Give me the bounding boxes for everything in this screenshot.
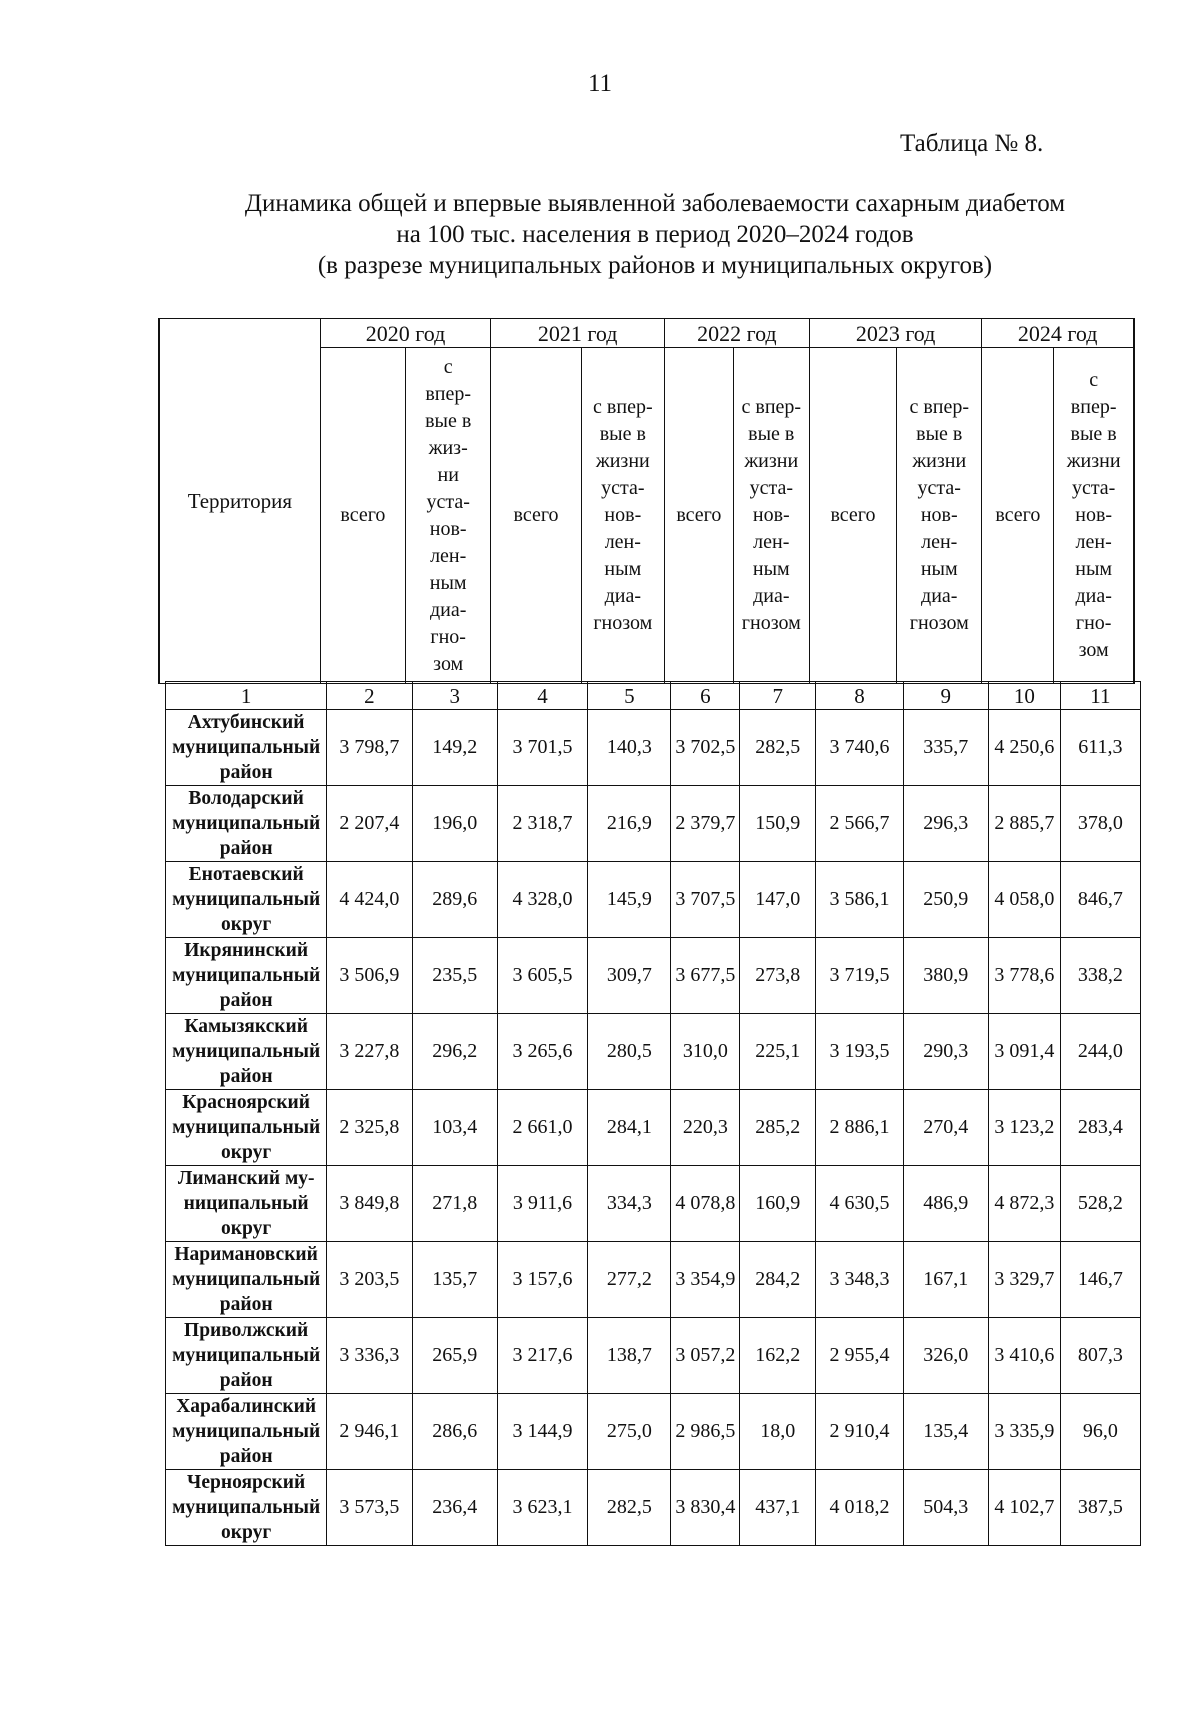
cell-new: 380,9: [903, 938, 988, 1014]
column-number: 10: [988, 682, 1060, 710]
header-new-line: с впер-: [909, 396, 970, 418]
table-header: [158, 318, 1135, 684]
header-new-line: вые в: [748, 423, 795, 445]
territory-name: [166, 1318, 327, 1394]
territory-name-line: округ: [221, 1142, 272, 1163]
header-new-line: лен-: [1075, 531, 1112, 553]
territory-name-line: Икрянинский: [184, 940, 309, 961]
cell-total: 2 885,7: [988, 786, 1060, 862]
cell-new: 309,7: [588, 938, 671, 1014]
cell-total: 3 410,6: [988, 1318, 1060, 1394]
cell-new: 486,9: [903, 1166, 988, 1242]
cell-total: 3 193,5: [816, 1014, 903, 1090]
header-year-2021: 2021 год: [491, 319, 665, 348]
title-line: на 100 тыс. населения в период 2020–2024 годов: [396, 221, 914, 248]
territory-name-line: муниципальный: [172, 1041, 321, 1062]
cell-total: 4 058,0: [988, 862, 1060, 938]
header-new-line: жизни: [744, 450, 799, 472]
cell-total: 3 348,3: [816, 1242, 903, 1318]
header-new-line: лен-: [604, 531, 641, 553]
header-new-line: вые в: [916, 423, 963, 445]
header-year-2022: 2022 год: [664, 319, 809, 348]
territory-name: [166, 862, 327, 938]
cell-total: 3 057,2: [671, 1318, 740, 1394]
header-total: всего: [982, 348, 1054, 684]
title-line: (в разрезе муниципальных районов и муниципальных округов): [317, 252, 993, 279]
header-new-line: впер-: [1070, 396, 1117, 418]
cell-new: 138,7: [588, 1318, 671, 1394]
territory-name-line: Енотаевский: [188, 864, 304, 885]
column-number: 7: [740, 682, 816, 710]
cell-new: 334,3: [588, 1166, 671, 1242]
column-number: 5: [588, 682, 671, 710]
table-row: [166, 1394, 1141, 1470]
cell-new: 273,8: [740, 938, 816, 1014]
header-new-line: уста-: [426, 490, 470, 513]
cell-total: 3 265,6: [497, 1014, 587, 1090]
header-new-line: ным: [1075, 558, 1113, 580]
cell-new: 146,7: [1060, 1242, 1140, 1318]
header-new-line: впер-: [425, 382, 472, 405]
cell-new: 611,3: [1060, 710, 1140, 786]
cell-new: 196,0: [412, 786, 497, 862]
cell-new: 285,2: [740, 1090, 816, 1166]
territory-name: [166, 1242, 327, 1318]
cell-total: 2 325,8: [327, 1090, 412, 1166]
column-number: 4: [497, 682, 587, 710]
header-new-line: ным: [920, 558, 958, 580]
cell-total: 3 798,7: [327, 710, 412, 786]
cell-total: 2 661,0: [497, 1090, 587, 1166]
territory-name-line: Лиманский му-: [177, 1168, 315, 1189]
cell-new: 528,2: [1060, 1166, 1140, 1242]
cell-total: 3 144,9: [497, 1394, 587, 1470]
cell-new: 250,9: [903, 862, 988, 938]
cell-new: 235,5: [412, 938, 497, 1014]
cell-total: 3 354,9: [671, 1242, 740, 1318]
cell-new: 216,9: [588, 786, 671, 862]
table-row: [166, 862, 1141, 938]
header-new: [581, 348, 664, 684]
cell-total: 3 586,1: [816, 862, 903, 938]
column-number: 3: [412, 682, 497, 710]
territory-name-line: муниципальный: [172, 965, 321, 986]
cell-total: 3 335,9: [988, 1394, 1060, 1470]
cell-total: 2 986,5: [671, 1394, 740, 1470]
cell-total: 3 329,7: [988, 1242, 1060, 1318]
column-number: 2: [327, 682, 412, 710]
header-new-line: диа-: [753, 585, 790, 607]
territory-name-line: Черноярский: [187, 1472, 306, 1493]
cell-new: 387,5: [1060, 1470, 1140, 1546]
territory-name-line: муниципальный: [172, 737, 321, 758]
cell-total: 3 573,5: [327, 1470, 412, 1546]
cell-new: 437,1: [740, 1470, 816, 1546]
data-body: [166, 682, 1141, 1546]
cell-new: 135,4: [903, 1394, 988, 1470]
header-new-line: жиз-: [428, 436, 468, 459]
header-new-line: с: [443, 355, 453, 378]
header-new-line: лен-: [430, 544, 467, 567]
cell-total: 3 091,4: [988, 1014, 1060, 1090]
table-row: [166, 1318, 1141, 1394]
table-row: [166, 1470, 1141, 1546]
table-title: [100, 188, 1200, 281]
territory-name-line: ниципальный: [183, 1193, 309, 1214]
header-new-line: диа-: [1075, 585, 1112, 607]
cell-total: 3 701,5: [497, 710, 587, 786]
cell-new: 338,2: [1060, 938, 1140, 1014]
cell-total: 3 157,6: [497, 1242, 587, 1318]
cell-new: 504,3: [903, 1470, 988, 1546]
territory-name-line: Наримановский: [174, 1244, 318, 1265]
cell-total: 4 328,0: [497, 862, 587, 938]
header-total: всего: [809, 348, 896, 684]
header-new-line: зом: [433, 652, 464, 675]
territory-name-line: муниципальный: [172, 1345, 321, 1366]
table-row: [166, 786, 1141, 862]
cell-new: 244,0: [1060, 1014, 1140, 1090]
data-table: [165, 681, 1141, 1546]
cell-total: 4 424,0: [327, 862, 412, 938]
header-territory: Территория: [159, 319, 320, 684]
territory-name-line: район: [219, 1370, 273, 1391]
header-new-line: гнозом: [741, 612, 801, 634]
cell-new: 225,1: [740, 1014, 816, 1090]
territory-name: [166, 938, 327, 1014]
column-number: 8: [816, 682, 903, 710]
cell-new: 286,6: [412, 1394, 497, 1470]
header-new-line: лен-: [753, 531, 790, 553]
title-line: Динамика общей и впервые выявленной заболеваемости сахарным диабетом: [244, 190, 1066, 217]
cell-new: 296,2: [412, 1014, 497, 1090]
header-new-line: гнозом: [593, 612, 653, 634]
header-new-line: уста-: [1071, 477, 1116, 499]
page-number: 11: [587, 70, 613, 97]
cell-new: 162,2: [740, 1318, 816, 1394]
cell-total: 4 630,5: [816, 1166, 903, 1242]
cell-total: 220,3: [671, 1090, 740, 1166]
cell-new: 150,9: [740, 786, 816, 862]
table-label: Таблица № 8.: [900, 130, 1044, 157]
cell-new: 275,0: [588, 1394, 671, 1470]
territory-name-line: муниципальный: [172, 1497, 321, 1518]
territory-name: [166, 1166, 327, 1242]
header-new-line: гно-: [430, 625, 466, 648]
territory-name-line: муниципальный: [172, 1269, 321, 1290]
table-row: [166, 1014, 1141, 1090]
cell-new: 265,9: [412, 1318, 497, 1394]
cell-new: 296,3: [903, 786, 988, 862]
territory-name: [166, 1394, 327, 1470]
cell-new: 277,2: [588, 1242, 671, 1318]
header-new-line: нов-: [920, 504, 958, 526]
header-new-line: жизни: [1066, 450, 1121, 472]
cell-new: 145,9: [588, 862, 671, 938]
cell-new: 135,7: [412, 1242, 497, 1318]
territory-name: [166, 1090, 327, 1166]
territory-name-line: округ: [221, 914, 272, 935]
territory-name-line: район: [219, 762, 273, 783]
territory-name-line: Володарский: [188, 788, 304, 809]
cell-total: 3 203,5: [327, 1242, 412, 1318]
cell-new: 18,0: [740, 1394, 816, 1470]
cell-new: 96,0: [1060, 1394, 1140, 1470]
cell-total: 3 623,1: [497, 1470, 587, 1546]
header-new-line: нов-: [604, 504, 642, 526]
cell-total: 4 872,3: [988, 1166, 1060, 1242]
territory-name-line: Харабалинский: [176, 1396, 317, 1417]
territory-name-line: муниципальный: [172, 1117, 321, 1138]
cell-total: 310,0: [671, 1014, 740, 1090]
territory-name-line: округ: [221, 1218, 272, 1239]
territory-name-line: район: [219, 1446, 273, 1467]
table-row: [166, 1166, 1141, 1242]
header-new: [897, 348, 982, 684]
header-new-line: нов-: [429, 517, 467, 540]
cell-new: 283,4: [1060, 1090, 1140, 1166]
header-year-2020: 2020 год: [320, 319, 491, 348]
header-new-line: лен-: [921, 531, 958, 553]
cell-new: 846,7: [1060, 862, 1140, 938]
cell-total: 2 886,1: [816, 1090, 903, 1166]
cell-total: 4 018,2: [816, 1470, 903, 1546]
header-new-line: с: [1089, 369, 1099, 391]
header-new-line: вые в: [425, 409, 472, 432]
territory-name-line: район: [219, 838, 273, 859]
cell-new: 282,5: [740, 710, 816, 786]
cell-new: 167,1: [903, 1242, 988, 1318]
cell-total: 4 102,7: [988, 1470, 1060, 1546]
header-total: всего: [664, 348, 733, 684]
cell-new: 236,4: [412, 1470, 497, 1546]
header-new: [406, 348, 491, 684]
territory-name-line: район: [219, 990, 273, 1011]
header-new-line: диа-: [429, 598, 467, 621]
cell-total: 3 849,8: [327, 1166, 412, 1242]
cell-new: 335,7: [903, 710, 988, 786]
cell-new: 807,3: [1060, 1318, 1140, 1394]
cell-total: 3 740,6: [816, 710, 903, 786]
cell-total: 2 955,4: [816, 1318, 903, 1394]
cell-total: 4 250,6: [988, 710, 1060, 786]
cell-total: 3 336,3: [327, 1318, 412, 1394]
header-total: всего: [491, 348, 581, 684]
header-new-line: с впер-: [741, 396, 802, 418]
header-new-line: диа-: [921, 585, 958, 607]
territory-name-line: Ахтубинский: [187, 712, 305, 733]
territory-name: [166, 786, 327, 862]
cell-total: 3 217,6: [497, 1318, 587, 1394]
table-row: [166, 1090, 1141, 1166]
column-number: 9: [903, 682, 988, 710]
header-new-line: вые в: [1070, 423, 1117, 445]
cell-total: 3 506,9: [327, 938, 412, 1014]
header-new-line: ни: [437, 463, 459, 486]
cell-total: 2 379,7: [671, 786, 740, 862]
table-row: [166, 710, 1141, 786]
header-new-line: диа-: [604, 585, 642, 607]
table-row: [166, 1242, 1141, 1318]
header-new-line: гнозом: [909, 612, 969, 634]
column-number-row: [166, 682, 1141, 710]
territory-name-line: Красноярский: [182, 1092, 311, 1113]
cell-new: 280,5: [588, 1014, 671, 1090]
header-new: [1054, 348, 1134, 684]
cell-total: 3 123,2: [988, 1090, 1060, 1166]
header-new-line: вые в: [599, 423, 646, 445]
header-year-2024: 2024 год: [982, 319, 1134, 348]
cell-total: 3 830,4: [671, 1470, 740, 1546]
header-new-line: ным: [429, 571, 467, 594]
cell-total: 3 719,5: [816, 938, 903, 1014]
territory-name-line: Приволжский: [184, 1320, 309, 1341]
header-new-line: жизни: [595, 450, 650, 472]
cell-total: 3 778,6: [988, 938, 1060, 1014]
cell-new: 282,5: [588, 1470, 671, 1546]
cell-total: 2 946,1: [327, 1394, 412, 1470]
header-new-line: гно-: [1075, 612, 1112, 634]
cell-new: 326,0: [903, 1318, 988, 1394]
cell-new: 271,8: [412, 1166, 497, 1242]
cell-total: 3 677,5: [671, 938, 740, 1014]
header-year-2023: 2023 год: [809, 319, 982, 348]
cell-total: 2 207,4: [327, 786, 412, 862]
cell-new: 284,2: [740, 1242, 816, 1318]
column-number: 1: [166, 682, 327, 710]
territory-name-line: муниципальный: [172, 1421, 321, 1442]
territory-name-line: район: [219, 1066, 273, 1087]
cell-new: 147,0: [740, 862, 816, 938]
header-new-line: ным: [752, 558, 790, 580]
cell-new: 378,0: [1060, 786, 1140, 862]
header-new-line: уста-: [917, 477, 961, 499]
territory-name: [166, 1014, 327, 1090]
cell-total: 2 566,7: [816, 786, 903, 862]
header-new-line: нов-: [752, 504, 790, 526]
territory-name-line: муниципальный: [172, 889, 321, 910]
cell-new: 284,1: [588, 1090, 671, 1166]
cell-new: 270,4: [903, 1090, 988, 1166]
territory-name-line: округ: [221, 1522, 272, 1543]
territory-name-line: муниципальный: [172, 813, 321, 834]
territory-name-line: Камызякский: [184, 1016, 308, 1037]
territory-name: [166, 1470, 327, 1546]
cell-new: 140,3: [588, 710, 671, 786]
column-number: 11: [1060, 682, 1140, 710]
cell-total: 2 318,7: [497, 786, 587, 862]
territory-name-line: район: [219, 1294, 273, 1315]
header-new-line: зом: [1078, 639, 1109, 661]
header-new-line: с впер-: [593, 396, 653, 418]
cell-total: 4 078,8: [671, 1166, 740, 1242]
cell-new: 289,6: [412, 862, 497, 938]
header-new-line: ным: [604, 558, 642, 580]
cell-total: 2 910,4: [816, 1394, 903, 1470]
cell-total: 3 605,5: [497, 938, 587, 1014]
table-row: [166, 938, 1141, 1014]
cell-new: 149,2: [412, 710, 497, 786]
header-new: [733, 348, 809, 684]
header-new-line: уста-: [749, 477, 793, 499]
header-total: всего: [320, 348, 405, 684]
header-new-line: нов-: [1075, 504, 1113, 526]
cell-new: 160,9: [740, 1166, 816, 1242]
territory-name: [166, 710, 327, 786]
column-number: 6: [671, 682, 740, 710]
cell-new: 290,3: [903, 1014, 988, 1090]
cell-new: 103,4: [412, 1090, 497, 1166]
cell-total: 3 911,6: [497, 1166, 587, 1242]
cell-total: 3 227,8: [327, 1014, 412, 1090]
header-new-line: жизни: [912, 450, 967, 472]
header-new-line: уста-: [601, 477, 645, 499]
cell-total: 3 707,5: [671, 862, 740, 938]
cell-total: 3 702,5: [671, 710, 740, 786]
